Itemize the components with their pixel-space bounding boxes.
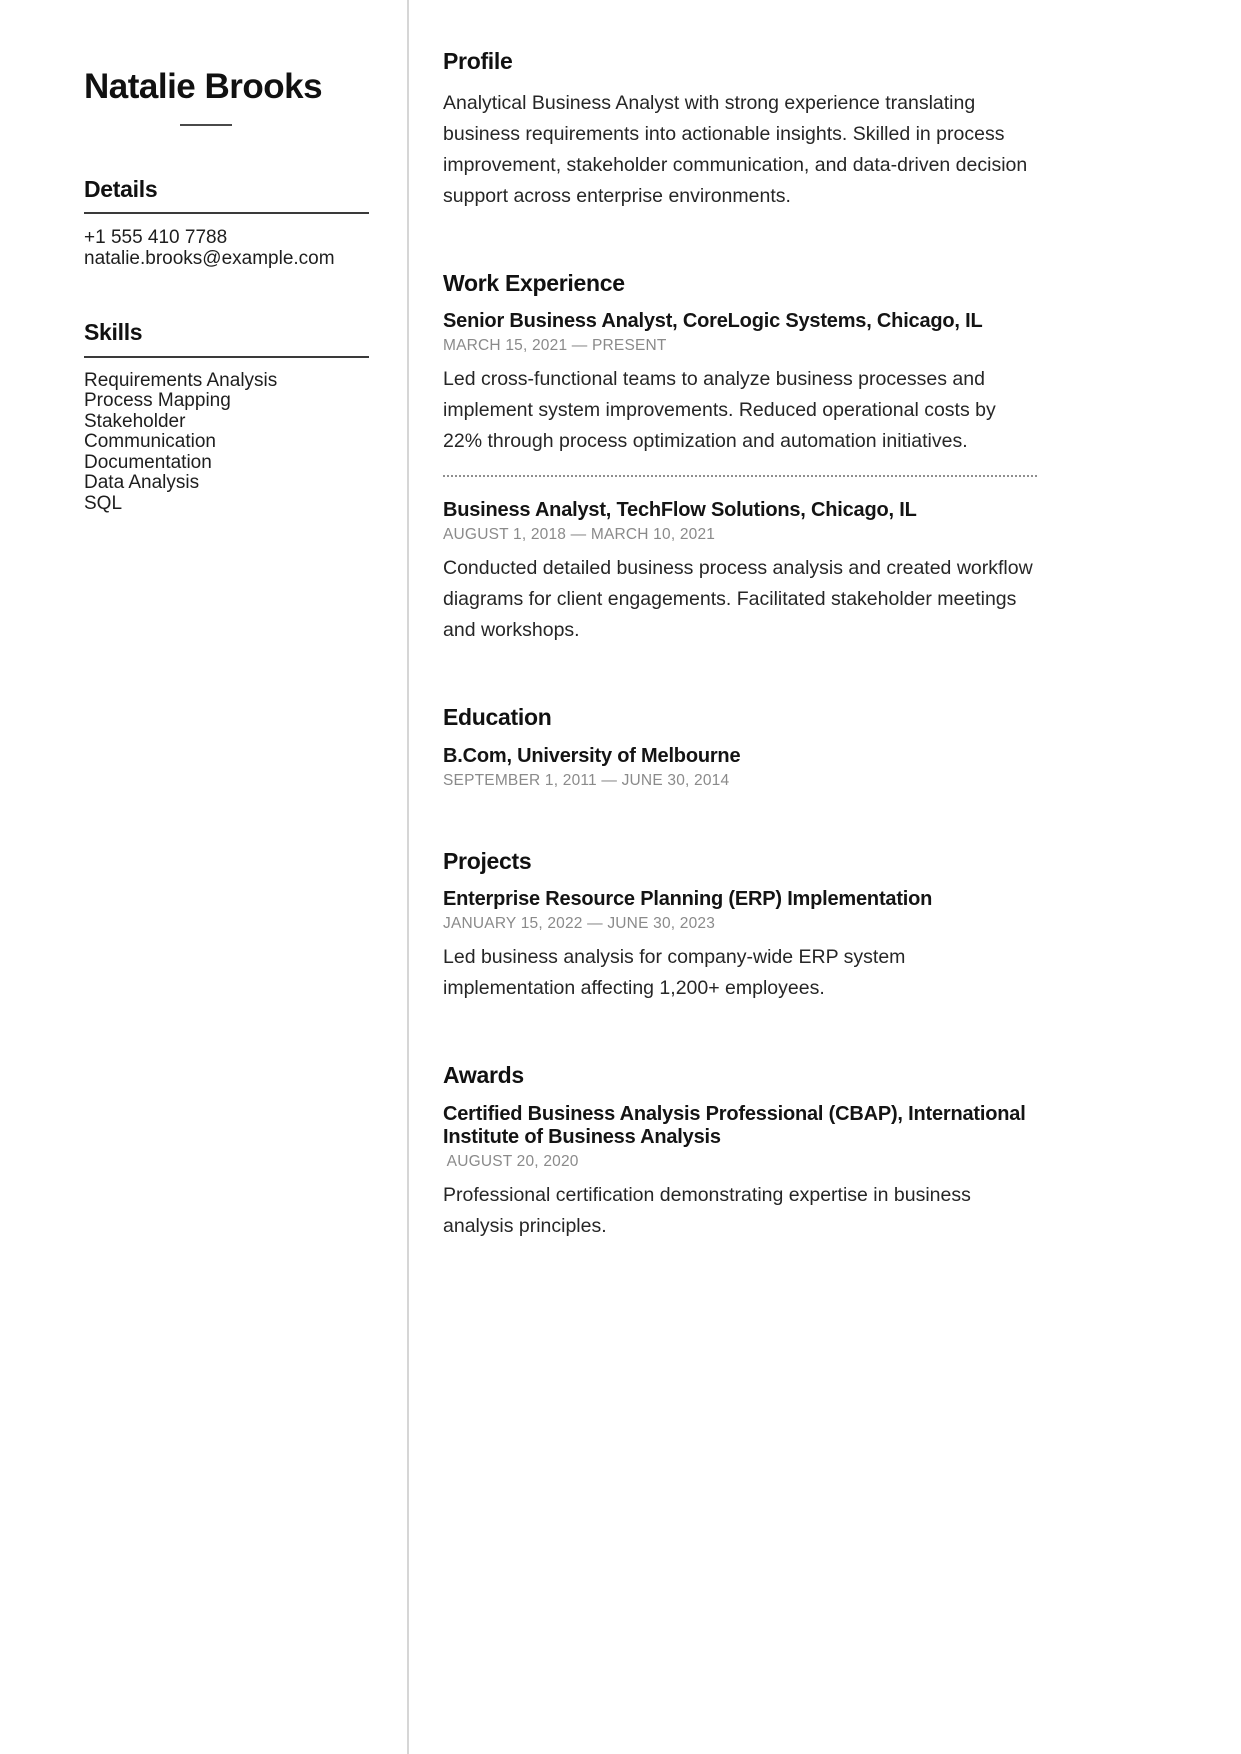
details-heading: Details — [84, 176, 158, 202]
job-dates: AUGUST 1, 2018 — MARCH 10, 2021 — [443, 526, 716, 544]
project-description: Led business analysis for company-wide ERP system implementation affecting 1,200+ employees. — [443, 946, 906, 1000]
skill-item: Stakeholder Communication — [84, 410, 216, 453]
project-title: Enterprise Resource Planning (ERP) Implementation — [443, 888, 933, 911]
profile-section — [443, 48, 1037, 212]
skill-item: Process Mapping — [84, 390, 231, 412]
job-entry — [443, 499, 1037, 646]
email-text: natalie.brooks@example.com — [84, 248, 335, 270]
award-dates: AUGUST 20, 2020 — [443, 1152, 579, 1170]
skill-item: Data Analysis — [84, 472, 200, 494]
sidebar — [84, 0, 369, 514]
work-experience-section — [443, 270, 1037, 647]
skill-item: Documentation — [84, 451, 212, 473]
project-entry — [443, 888, 1037, 1004]
projects-heading: Projects — [443, 847, 532, 874]
skill-item: SQL — [84, 492, 123, 514]
candidate-name: Natalie Brooks — [84, 67, 323, 106]
job-description: Led cross-functional teams to analyze business processes and implement system improvements. Reduced operational costs by 22% through process optimization and automation initiatives. — [443, 368, 996, 453]
column-divider — [407, 0, 409, 1754]
education-section — [443, 704, 1037, 790]
job-dates: MARCH 15, 2021 — PRESENT — [443, 337, 667, 355]
award-title: Certified Business Analysis Professional (CBAP), International Institute of Business Analysis — [443, 1102, 1026, 1148]
education-entry — [443, 745, 1037, 790]
skills-rule — [84, 356, 369, 358]
skills-list — [84, 371, 316, 515]
job-title: Senior Business Analyst, CoreLogic Systems, Chicago, IL — [443, 310, 983, 333]
profile-text: Analytical Business Analyst with strong experience translating business requirements into actionable insights. Skilled in process improvement, stakeholder communication, and data-driven decision support across enterprise environments. — [443, 91, 1028, 207]
award-description: Professional certification demonstrating expertise in business analysis principles. — [443, 1183, 971, 1237]
details-rule — [84, 212, 369, 214]
job-title: Business Analyst, TechFlow Solutions, Chicago, IL — [443, 499, 917, 522]
skills-section — [84, 319, 369, 514]
name-underline — [180, 124, 232, 126]
work-experience-heading: Work Experience — [443, 269, 625, 296]
award-entry — [443, 1103, 1037, 1242]
education-heading: Education — [443, 704, 552, 731]
degree-dates: SEPTEMBER 1, 2011 — JUNE 30, 2014 — [443, 771, 730, 789]
project-dates: JANUARY 15, 2022 — JUNE 30, 2023 — [443, 915, 716, 933]
awards-heading: Awards — [443, 1062, 524, 1089]
job-separator — [443, 475, 1037, 477]
skills-heading: Skills — [84, 319, 143, 346]
details-section — [84, 176, 369, 269]
skill-item: Requirements Analysis — [84, 369, 278, 391]
profile-heading: Profile — [443, 48, 513, 74]
phone-text: +1 555 410 7788 — [84, 227, 228, 249]
projects-section — [443, 848, 1037, 1005]
awards-section — [443, 1062, 1037, 1242]
job-entry — [443, 310, 1037, 457]
main-column — [443, 0, 1037, 1242]
degree-title: B.Com, University of Melbourne — [443, 744, 741, 767]
job-description: Conducted detailed business process analysis and created workflow diagrams for client engagements. Facilitated stakeholder meetings and workshops. — [443, 557, 1033, 642]
